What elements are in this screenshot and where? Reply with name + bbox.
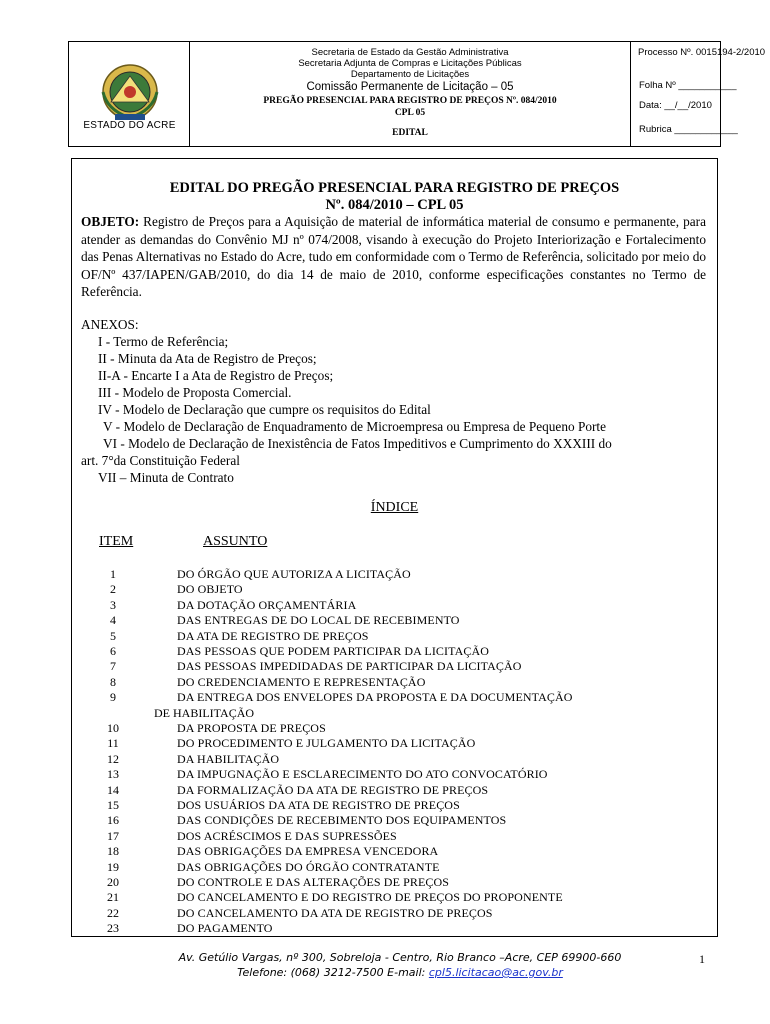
commission-name: Comissão Permanente de Licitação – 05: [306, 81, 514, 93]
anexo-item: II - Minuta da Ata de Registro de Preços;: [98, 351, 317, 366]
anexo-item: VI - Modelo de Declaração de Inexistência de Fatos Impeditivos e Cumprimento do XXXIII do: [103, 436, 612, 451]
document-title-line-1: EDITAL DO PREGÃO PRESENCIAL PARA REGISTRO DE PREÇOS: [169, 180, 620, 196]
index-item-subject: DA HABILITAÇÃO: [177, 751, 280, 766]
anexo-item: IV - Modelo de Declaração que cumpre os requisitos do Edital: [98, 402, 431, 417]
index-item-number: 19: [107, 859, 119, 874]
index-item-number: 8: [110, 674, 116, 689]
index-item-number: 6: [110, 644, 116, 658]
index-row: [0, 736, 770, 751]
index-item-subject: DO ÓRGÃO QUE AUTORIZA A LICITAÇÃO: [177, 567, 411, 581]
index-item-number: 13: [107, 767, 119, 782]
index-item-subject: DO PAGAMENTO: [177, 921, 273, 936]
index-row: [0, 706, 770, 721]
org-line-1: Secretaria de Estado da Gestão Administrativa: [311, 47, 509, 58]
index-row: [0, 598, 770, 613]
index-row: [0, 721, 770, 736]
index-row: [0, 813, 770, 828]
index-item-subject: DA ATA DE REGISTRO DE PREÇOS: [177, 628, 369, 643]
index-row: [0, 890, 770, 905]
index-row: [0, 752, 770, 767]
index-row: [0, 783, 770, 798]
index-item-number: 1: [110, 567, 116, 581]
footer-email-link[interactable]: cpl5.licitacao@ac.gov.br: [428, 966, 563, 979]
objeto-text: Registro de Preços para a Aquisição de material de informática material de consumo e permanente, para atender as demandas do Convênio MJ nº 074/2008, visando à execução do Projeto Interiorização e Fortalecimento das Penas Alternativas no Estado do Acre, tudo em conformidade com o Termo de Referência, solicitado por meio do OF/Nº 437/IAPEN/GAB/2010, do dia 14 de maio de 2010, conforme especificações constantes no Termo de Referência.: [81, 214, 706, 299]
anexos-label: ANEXOS:: [81, 317, 139, 332]
index-item-subject: DA PROPOSTA DE PREÇOS: [177, 721, 326, 735]
index-item-subject: DAS OBRIGAÇÕES DO ÓRGÃO CONTRATANTE: [177, 859, 440, 874]
header-title-cell: [190, 42, 631, 146]
process-number: Processo Nº. 0015194-2/2010: [638, 47, 766, 58]
process-info-cell: [631, 42, 766, 146]
index-item-subject: DAS ENTREGAS DE DO LOCAL DE RECEBIMENTO: [177, 613, 460, 628]
logo-cell: [69, 42, 190, 146]
org-line-2: Secretaria Adjunta de Compras e Licitações Públicas: [298, 58, 522, 69]
index-item-subject: DO CANCELAMENTO E DO REGISTRO DE PREÇOS DO PROPONENTE: [177, 890, 563, 905]
index-item-subject: DO CREDENCIAMENTO E REPRESENTAÇÃO: [177, 674, 426, 689]
index-row: [0, 906, 770, 921]
page-number: 1: [699, 952, 705, 966]
index-item-subject: DA ENTREGA DOS ENVELOPES DA PROPOSTA E DA DOCUMENTAÇÃO: [177, 690, 573, 705]
document-header: [68, 41, 766, 147]
index-item-subject: DAS CONDIÇÕES DE RECEBIMENTO DOS EQUIPAMENTOS: [177, 813, 507, 828]
edital-label: EDITAL: [392, 128, 428, 138]
index-item-number: 2: [110, 582, 116, 597]
index-row: [0, 644, 770, 659]
index-item-number: 14: [107, 782, 119, 797]
cpl-label: CPL 05: [394, 108, 426, 118]
index-item-number: 10: [107, 721, 119, 735]
index-row: [0, 613, 770, 628]
index-row: [0, 567, 770, 582]
index-row: [0, 582, 770, 597]
column-header-item: ITEM: [99, 534, 134, 549]
anexo-item-continuation: art. 7°da Constituição Federal: [81, 453, 240, 468]
index-row: [0, 675, 770, 690]
objeto-paragraph: [81, 213, 706, 301]
index-item-number: 18: [107, 844, 119, 859]
date-field: Data: __/__/2010: [639, 100, 712, 111]
index-item-number: 7: [110, 659, 116, 674]
index-item-subject: DO PROCEDIMENTO E JULGAMENTO DA LICITAÇÃO: [177, 736, 476, 751]
index-row: [0, 844, 770, 859]
index-row: [0, 860, 770, 875]
index-row: [0, 767, 770, 782]
index-item-number: 12: [107, 751, 119, 766]
index-item-subject: DAS PESSOAS IMPEDIDADAS DE PARTICIPAR DA LICITAÇÃO: [177, 659, 522, 674]
index-item-subject: DE HABILITAÇÃO: [154, 705, 255, 720]
logo-caption: ESTADO DO ACRE: [83, 120, 176, 131]
anexo-item: III - Modelo de Proposta Comercial.: [98, 385, 292, 400]
index-item-number: 23: [107, 921, 119, 936]
footer-address: Av. Getúlio Vargas, nº 300, Sobreloja - Centro, Rio Branco –Acre, CEP 69900-660: [178, 951, 622, 964]
index-item-number: 17: [107, 828, 119, 843]
anexo-item: VII – Minuta de Contrato: [98, 470, 234, 485]
column-header-assunto: ASSUNTO: [203, 534, 268, 549]
rubrica-field: Rubrica ____________: [639, 124, 738, 135]
index-item-subject: DOS USUÁRIOS DA ATA DE REGISTRO DE PREÇOS: [177, 798, 460, 812]
index-row: [0, 921, 770, 936]
index-item-number: 11: [107, 736, 119, 751]
document-title-line-2: Nº. 084/2010 – CPL 05: [325, 197, 464, 213]
anexo-item: I - Termo de Referência;: [98, 334, 229, 349]
index-item-number: 9: [110, 690, 116, 705]
index-item-subject: DAS PESSOAS QUE PODEM PARTICIPAR DA LICITAÇÃO: [177, 644, 489, 658]
index-row: [0, 659, 770, 674]
index-item-number: 15: [107, 798, 119, 812]
indice-title: ÍNDICE: [370, 500, 419, 515]
index-item-subject: DOS ACRÉSCIMOS E DAS SUPRESSÕES: [177, 828, 397, 843]
index-item-number: 20: [107, 875, 119, 889]
index-item-number: 5: [110, 628, 116, 643]
index-row: [0, 829, 770, 844]
index-item-number: 16: [107, 813, 119, 828]
index-row: [0, 798, 770, 813]
index-item-subject: DA DOTAÇÃO ORÇAMENTÁRIA: [177, 597, 357, 612]
index-item-subject: DAS OBRIGAÇÕES DA EMPRESA VENCEDORA: [177, 844, 439, 859]
index-item-subject: DO CANCELAMENTO DA ATA DE REGISTRO DE PREÇOS: [177, 905, 493, 920]
index-row: [0, 629, 770, 644]
org-line-3: Departamento de Licitações: [350, 69, 470, 80]
footer-phone: Telefone: (068) 3212-7500 E-mail:: [237, 966, 429, 979]
index-item-number: 21: [107, 890, 119, 905]
pregao-title: PREGÃO PRESENCIAL PARA REGISTRO DE PREÇOS Nº. 084/2010: [263, 96, 557, 106]
index-item-subject: DO CONTROLE E DAS ALTERAÇÕES DE PREÇOS: [177, 875, 450, 889]
index-item-subject: DA IMPUGNAÇÃO E ESCLARECIMENTO DO ATO CONVOCATÓRIO: [177, 767, 548, 782]
index-item-subject: DO OBJETO: [177, 582, 243, 597]
index-row: [0, 875, 770, 890]
objeto-label: OBJETO:: [81, 214, 140, 229]
index-item-subject: DA FORMALIZAÇÃO DA ATA DE REGISTRO DE PREÇOS: [177, 782, 489, 797]
acre-state-seal-icon: [97, 62, 163, 128]
index-row: [0, 690, 770, 705]
index-item-number: 3: [110, 597, 116, 612]
anexo-item: V - Modelo de Declaração de Enquadramento de Microempresa ou Empresa de Pequeno Porte: [103, 419, 607, 434]
folha-field: Folha Nº ___________: [639, 80, 737, 91]
index-item-number: 4: [110, 613, 116, 628]
index-item-number: 22: [107, 905, 119, 920]
anexo-item: II-A - Encarte I a Ata de Registro de Preços;: [98, 368, 334, 383]
footer-contact: [120, 966, 680, 980]
